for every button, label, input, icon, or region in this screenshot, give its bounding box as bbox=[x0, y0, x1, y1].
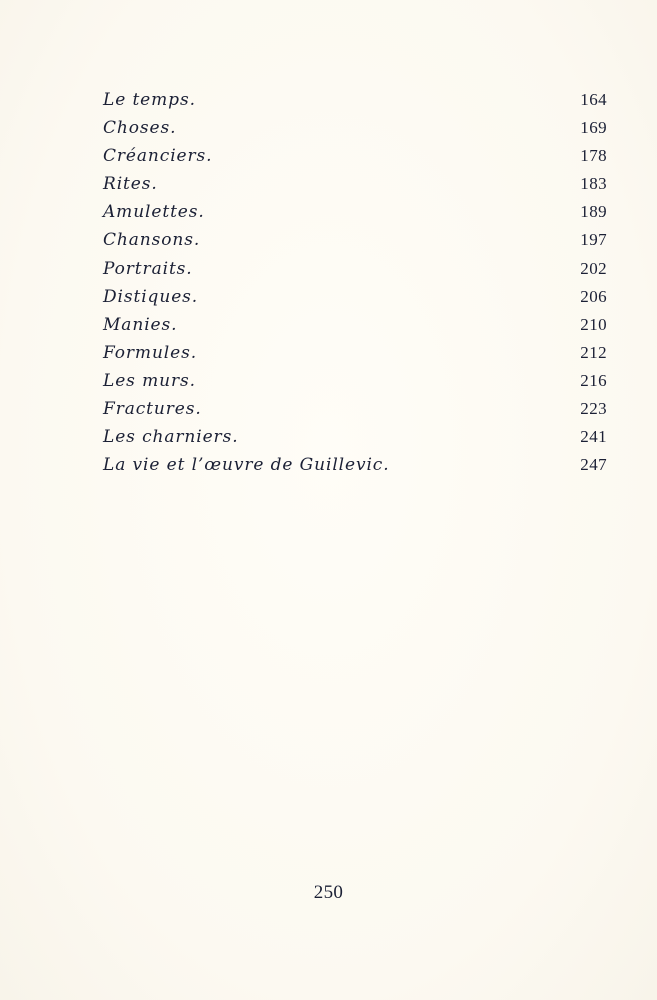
toc-entry bbox=[103, 423, 607, 451]
page-number: 250 bbox=[313, 882, 344, 903]
toc-entry-title: Manies. bbox=[103, 314, 178, 335]
toc-entry-title: Portraits. bbox=[103, 258, 193, 279]
toc-entry bbox=[103, 114, 607, 142]
toc-entry-page-number: 216 bbox=[580, 370, 607, 390]
toc-entry-page-number: 189 bbox=[580, 202, 607, 222]
toc-entry-page-number: 178 bbox=[580, 146, 607, 166]
toc-entry bbox=[103, 339, 607, 367]
toc-entry bbox=[103, 451, 607, 479]
toc-entry-page-number: 206 bbox=[580, 286, 607, 306]
toc-entry-page-number: 183 bbox=[580, 174, 607, 194]
toc-entry-title: Choses. bbox=[103, 118, 177, 139]
toc-entry-page-number: 223 bbox=[580, 399, 607, 419]
toc-entry-title: Les charniers. bbox=[103, 427, 239, 448]
toc-entry bbox=[103, 198, 607, 226]
toc-entry bbox=[103, 226, 607, 254]
toc-entry-title: La vie et l’œuvre de Guillevic. bbox=[103, 455, 390, 476]
toc-entry bbox=[103, 86, 607, 114]
toc-entry-title: Les murs. bbox=[103, 370, 196, 391]
toc-entry-page-number: 247 bbox=[580, 455, 607, 475]
toc-entry-page-number: 197 bbox=[580, 230, 607, 250]
table-of-contents bbox=[103, 86, 607, 479]
toc-entry-title: Le temps. bbox=[103, 90, 196, 110]
toc-entry-title: Rites. bbox=[103, 174, 158, 195]
toc-entry bbox=[103, 283, 607, 311]
toc-entry-title: Distiques. bbox=[103, 286, 199, 307]
toc-entry-page-number: 212 bbox=[580, 342, 607, 362]
toc-entry-page-number: 241 bbox=[580, 427, 607, 447]
toc-entry-page-number: 202 bbox=[580, 258, 607, 278]
toc-entry-title: Formules. bbox=[103, 342, 198, 363]
toc-entry bbox=[103, 395, 607, 423]
toc-entry-page-number: 210 bbox=[580, 314, 607, 334]
toc-entry bbox=[103, 311, 607, 339]
toc-entry-page-number: 164 bbox=[580, 90, 607, 109]
toc-entry bbox=[103, 367, 607, 395]
toc-entry bbox=[103, 255, 607, 283]
toc-entry bbox=[103, 142, 607, 170]
toc-entry-page-number: 169 bbox=[580, 118, 607, 138]
toc-entry-title: Amulettes. bbox=[103, 202, 205, 223]
toc-entry bbox=[103, 170, 607, 198]
toc-entry-title: Fractures. bbox=[103, 399, 202, 420]
toc-entry-title: Chansons. bbox=[103, 230, 201, 251]
toc-entry-title: Créanciers. bbox=[103, 146, 213, 167]
